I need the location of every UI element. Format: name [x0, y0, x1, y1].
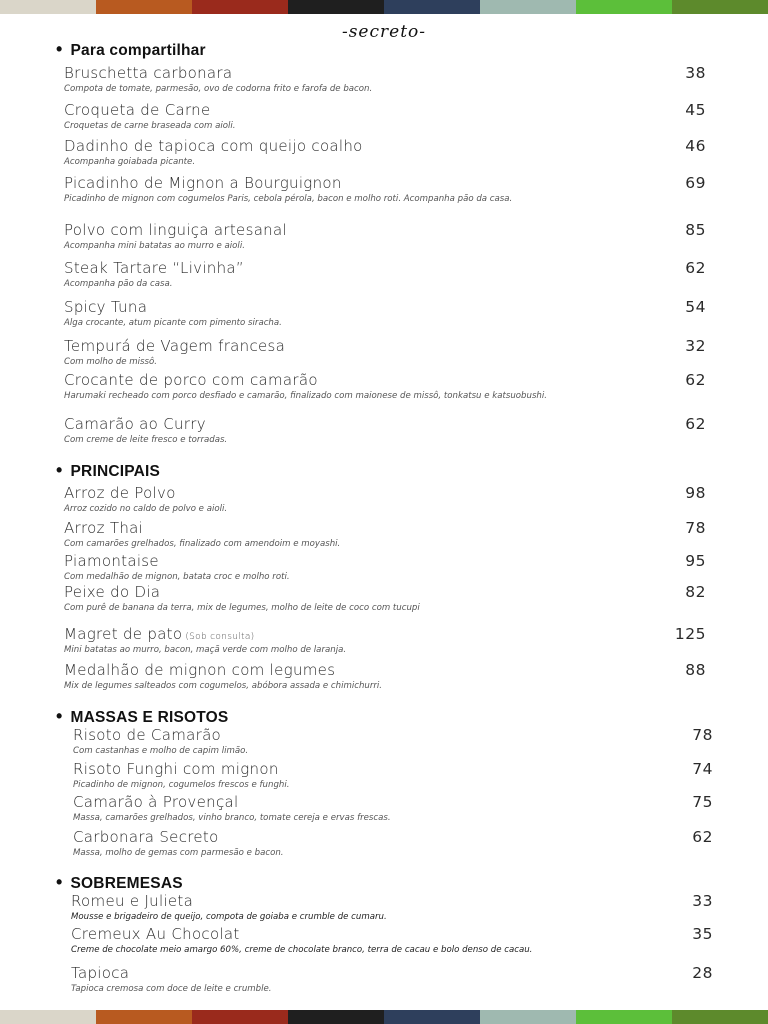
bottom-color-stripe [0, 1010, 768, 1024]
menu-item: Risoto Funghi com mignon Picadinho de mignon, cogumelos frescos e funghi. 74 [73, 760, 713, 790]
bullet-icon: • [56, 460, 63, 480]
stripe-segment [672, 0, 768, 14]
section-title-sobremesas: • SOBREMESAS [56, 872, 183, 892]
bullet-icon: • [56, 706, 63, 726]
stripe-segment [192, 1010, 288, 1024]
menu-item: Arroz de Polvo Arroz cozido no caldo de polvo e aioli. 98 [64, 484, 706, 514]
menu-item: Spicy Tuna Alga crocante, atum picante com pimento siracha. 54 [64, 298, 706, 328]
menu-item: Camarão ao Curry Com creme de leite fresco e torradas. 62 [64, 415, 706, 445]
stripe-segment [288, 1010, 384, 1024]
menu-item: Croqueta de Carne Croquetas de carne braseada com aioli. 45 [64, 101, 706, 131]
menu-item: Bruschetta carbonara Compota de tomate, parmesão, ovo de codorna frito e farofa de bacon. 38 [64, 64, 706, 94]
stripe-segment [576, 0, 672, 14]
section-title-principais: • PRINCIPAIS [56, 460, 161, 480]
stripe-segment [672, 1010, 768, 1024]
section-title-massas: • MASSAS E RISOTOS [56, 706, 229, 726]
stripe-segment [480, 0, 576, 14]
menu-item: Tapioca Tapioca cremosa com doce de leite e crumble. 28 [71, 964, 713, 994]
stripe-segment [288, 0, 384, 14]
menu-item: Dadinho de tapioca com queijo coalho Acompanha goiabada picante. 46 [64, 137, 706, 167]
menu-item: Camarão à Provençal Massa, camarões grelhados, vinho branco, tomate cereja e ervas frescas. 75 [73, 793, 713, 823]
menu-item: Tempurá de Vagem francesa Com molho de missô. 32 [64, 337, 706, 367]
bullet-icon: • [56, 872, 63, 892]
menu-item: Piamontaise Com medalhão de mignon, batata croc e molho roti. 95 [64, 552, 706, 582]
menu-item: Arroz Thai Com camarões grelhados, finalizado com amendoim e moyashi. 78 [64, 519, 706, 549]
stripe-segment [96, 1010, 192, 1024]
menu-item: Crocante de porco com camarão Harumaki recheado com porco desfiado e camarão, finalizado com maionese de missô, tonkatsu e katsuobushi. 62 [64, 371, 706, 401]
menu-item: Magret de pato (Sob consulta) Mini batatas ao murro, bacon, maçã verde com molho de laranja. 125 [64, 625, 706, 655]
top-color-stripe [0, 0, 768, 14]
menu-item: Peixe do Dia Com purê de banana da terra, mix de legumes, molho de leite de coco com tucupi 82 [64, 583, 706, 613]
stripe-segment [480, 1010, 576, 1024]
menu-item: Carbonara Secreto Massa, molho de gemas com parmesão e bacon. 62 [73, 828, 713, 858]
stripe-segment [576, 1010, 672, 1024]
menu-item: Cremeux Au Chocolat Creme de chocolate meio amargo 60%, creme de chocolate branco, terra de cacau e bolo denso de cacau. 35 [71, 925, 713, 955]
stripe-segment [384, 1010, 480, 1024]
bullet-icon: • [56, 39, 63, 59]
menu-item: Polvo com linguiça artesanal Acompanha mini batatas ao murro e aioli. 85 [64, 221, 706, 251]
menu-item: Risoto de Camarão Com castanhas e molho de capim limão. 78 [73, 726, 713, 756]
stripe-segment [96, 0, 192, 14]
stripe-segment [0, 1010, 96, 1024]
stripe-segment [192, 0, 288, 14]
menu-item: Medalhão de mignon com legumes Mix de legumes salteados com cogumelos, abóbora assada e chimichurri. 88 [64, 661, 706, 691]
stripe-segment [384, 0, 480, 14]
stripe-segment [0, 0, 96, 14]
menu-item: Romeu e Julieta Mousse e brigadeiro de queijo, compota de goiaba e crumble de cumaru. 33 [71, 892, 713, 922]
section-title-compartilhar: • Para compartilhar [56, 39, 206, 59]
restaurant-logo: -secreto- [341, 22, 427, 42]
menu-item: Picadinho de Mignon a Bourguignon Picadinho de mignon com cogumelos Paris, cebola pérola, bacon e molho roti. Acompanha pão da casa. 69 [64, 174, 706, 204]
menu-item: Steak Tartare “Livinha” Acompanha pão da casa. 62 [64, 259, 706, 289]
